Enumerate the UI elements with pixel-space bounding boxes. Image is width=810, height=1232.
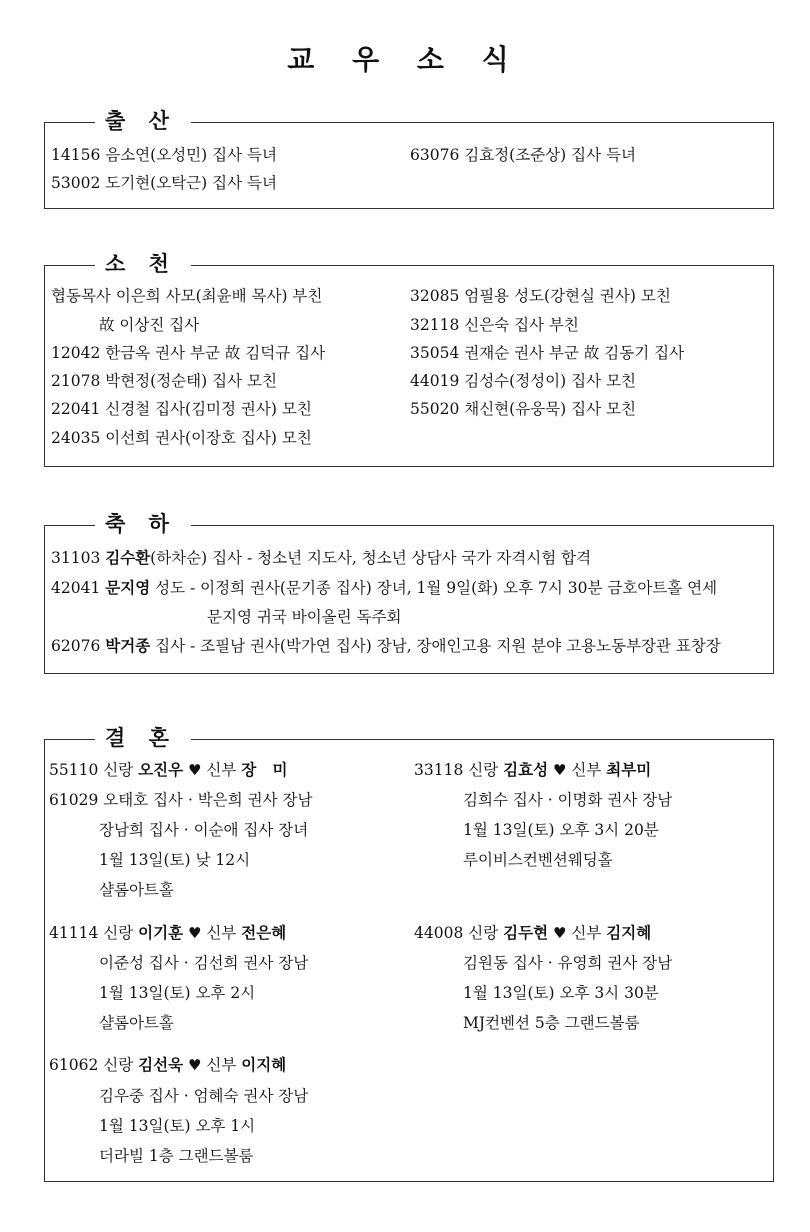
wedding-couple bbox=[414, 756, 651, 784]
heart-icon: ♥ bbox=[188, 761, 202, 779]
congrats-text: 성도 - 이정희 권사(문기종 집사) 장녀, 1월 9일(화) 오후 7시 30분 금호아트홀 연세 bbox=[150, 579, 718, 597]
wedding-couple bbox=[49, 756, 287, 784]
funeral-item: 32085 엄필용 성도(강현실 권사) 모친 bbox=[410, 287, 671, 305]
wedding-couple bbox=[49, 919, 286, 947]
bride-label: 신부 bbox=[206, 761, 237, 779]
funeral-item: 12042 한금옥 권사 부군 故 김덕규 집사 bbox=[51, 344, 326, 362]
wedding-code: 55110 bbox=[49, 761, 99, 779]
funeral-item: 44019 김성수(정성이) 집사 모친 bbox=[410, 372, 636, 390]
bride-label: 신부 bbox=[206, 924, 237, 942]
wedding-detail: 더라빌 1층 그랜드볼룸 bbox=[99, 1147, 254, 1165]
birth-section bbox=[44, 108, 774, 209]
groom-label: 신랑 bbox=[468, 761, 499, 779]
birth-item: 14156 음소연(오성민) 집사 득녀 bbox=[51, 146, 277, 164]
wedding-heading: 결 혼 bbox=[95, 725, 191, 751]
page-title: 교 우 소 식 bbox=[287, 43, 523, 76]
wedding-detail: 김희수 집사 · 이명화 권사 장남 bbox=[463, 791, 673, 809]
funeral-item: 협동목사 이은희 사모(최윤배 목사) 부친 bbox=[51, 287, 323, 305]
wedding-detail: 1월 13일(토) 낮 12시 bbox=[99, 851, 251, 869]
bride-name: 장 미 bbox=[241, 760, 288, 779]
wedding-couple bbox=[414, 919, 651, 947]
bride-name: 이지혜 bbox=[241, 1055, 287, 1074]
congrats-text: 집사 - 조필남 권사(박가연 집사) 장남, 장애인고용 지원 분야 고용노동부장관 표창장 bbox=[150, 637, 721, 655]
congrats-code: 31103 bbox=[51, 549, 101, 567]
congrats-heading: 축 하 bbox=[95, 511, 191, 537]
wedding-detail: 1월 13일(토) 오후 3시 20분 bbox=[463, 821, 659, 839]
congrats-name: 김수환 bbox=[105, 548, 151, 567]
wedding-detail: 루이비스컨벤션웨딩홀 bbox=[463, 851, 613, 869]
congrats-item bbox=[51, 544, 591, 572]
wedding-section bbox=[44, 725, 774, 1182]
congrats-item bbox=[51, 574, 717, 602]
wedding-code: 44008 bbox=[414, 924, 464, 942]
groom-name: 이기훈 bbox=[138, 923, 184, 942]
heart-icon: ♥ bbox=[188, 924, 202, 942]
groom-name: 김선욱 bbox=[138, 1055, 184, 1074]
congrats-section bbox=[44, 511, 774, 674]
wedding-code: 33118 bbox=[414, 761, 464, 779]
wedding-detail: 김우중 집사 · 엄혜숙 권사 장남 bbox=[99, 1087, 309, 1105]
funeral-section bbox=[44, 251, 774, 467]
birth-item: 53002 도기현(오탁근) 집사 득녀 bbox=[51, 174, 277, 192]
funeral-item: 故 이상진 집사 bbox=[99, 316, 200, 334]
wedding-detail: 1월 13일(토) 오후 1시 bbox=[99, 1117, 256, 1135]
wedding-detail: 김원동 집사 · 유영희 권사 장남 bbox=[463, 954, 673, 972]
congrats-name: 문지영 bbox=[105, 578, 151, 597]
funeral-item: 32118 신은숙 집사 부친 bbox=[410, 316, 579, 334]
bride-name: 전은혜 bbox=[241, 923, 287, 942]
wedding-couple bbox=[49, 1051, 286, 1079]
groom-label: 신랑 bbox=[103, 761, 134, 779]
bride-label: 신부 bbox=[571, 924, 602, 942]
birth-heading: 출 산 bbox=[95, 108, 191, 134]
wedding-detail: MJ컨벤션 5층 그랜드볼룸 bbox=[463, 1014, 640, 1032]
groom-name: 김효성 bbox=[503, 760, 549, 779]
bride-name: 최부미 bbox=[606, 760, 652, 779]
congrats-item bbox=[51, 632, 721, 660]
groom-label: 신랑 bbox=[468, 924, 499, 942]
bride-name: 김지혜 bbox=[606, 923, 652, 942]
congrats-text: (하차순) 집사 - 청소년 지도사, 청소년 상담사 국가 자격시험 합격 bbox=[150, 549, 592, 567]
wedding-detail: 샬롬아트홀 bbox=[99, 1014, 174, 1032]
birth-item: 63076 김효정(조준상) 집사 득녀 bbox=[410, 146, 636, 164]
congrats-item-continued: 문지영 귀국 바이올린 독주회 bbox=[207, 608, 402, 626]
wedding-code: 61062 bbox=[49, 1056, 99, 1074]
funeral-item: 21078 박현정(정순태) 집사 모친 bbox=[51, 372, 277, 390]
heart-icon: ♥ bbox=[553, 924, 567, 942]
wedding-detail: 1월 13일(토) 오후 2시 bbox=[99, 984, 256, 1002]
wedding-detail: 61029 오태호 집사 · 박은희 권사 장남 bbox=[49, 791, 313, 809]
funeral-item: 24035 이선희 권사(이장호 집사) 모친 bbox=[51, 429, 312, 447]
congrats-code: 62076 bbox=[51, 637, 101, 655]
wedding-detail: 장남희 집사 · 이순애 집사 장녀 bbox=[99, 821, 309, 839]
groom-name: 김두현 bbox=[503, 923, 549, 942]
heart-icon: ♥ bbox=[553, 761, 567, 779]
wedding-detail: 1월 13일(토) 오후 3시 30분 bbox=[463, 984, 659, 1002]
congrats-code: 42041 bbox=[51, 579, 101, 597]
funeral-item: 55020 채신현(유웅묵) 집사 모친 bbox=[410, 400, 636, 418]
wedding-detail: 샬롬아트홀 bbox=[99, 881, 174, 899]
wedding-detail: 이준성 집사 · 김선희 권사 장남 bbox=[99, 954, 309, 972]
congrats-name: 박거종 bbox=[105, 636, 151, 655]
funeral-heading: 소 천 bbox=[95, 251, 191, 277]
bride-label: 신부 bbox=[571, 761, 602, 779]
groom-label: 신랑 bbox=[103, 924, 134, 942]
heart-icon: ♥ bbox=[188, 1056, 202, 1074]
groom-label: 신랑 bbox=[103, 1056, 134, 1074]
funeral-item: 35054 권재순 권사 부군 故 김동기 집사 bbox=[410, 344, 685, 362]
wedding-code: 41114 bbox=[49, 924, 99, 942]
groom-name: 오진우 bbox=[138, 760, 184, 779]
funeral-item: 22041 신경철 집사(김미정 권사) 모친 bbox=[51, 400, 312, 418]
bride-label: 신부 bbox=[206, 1056, 237, 1074]
